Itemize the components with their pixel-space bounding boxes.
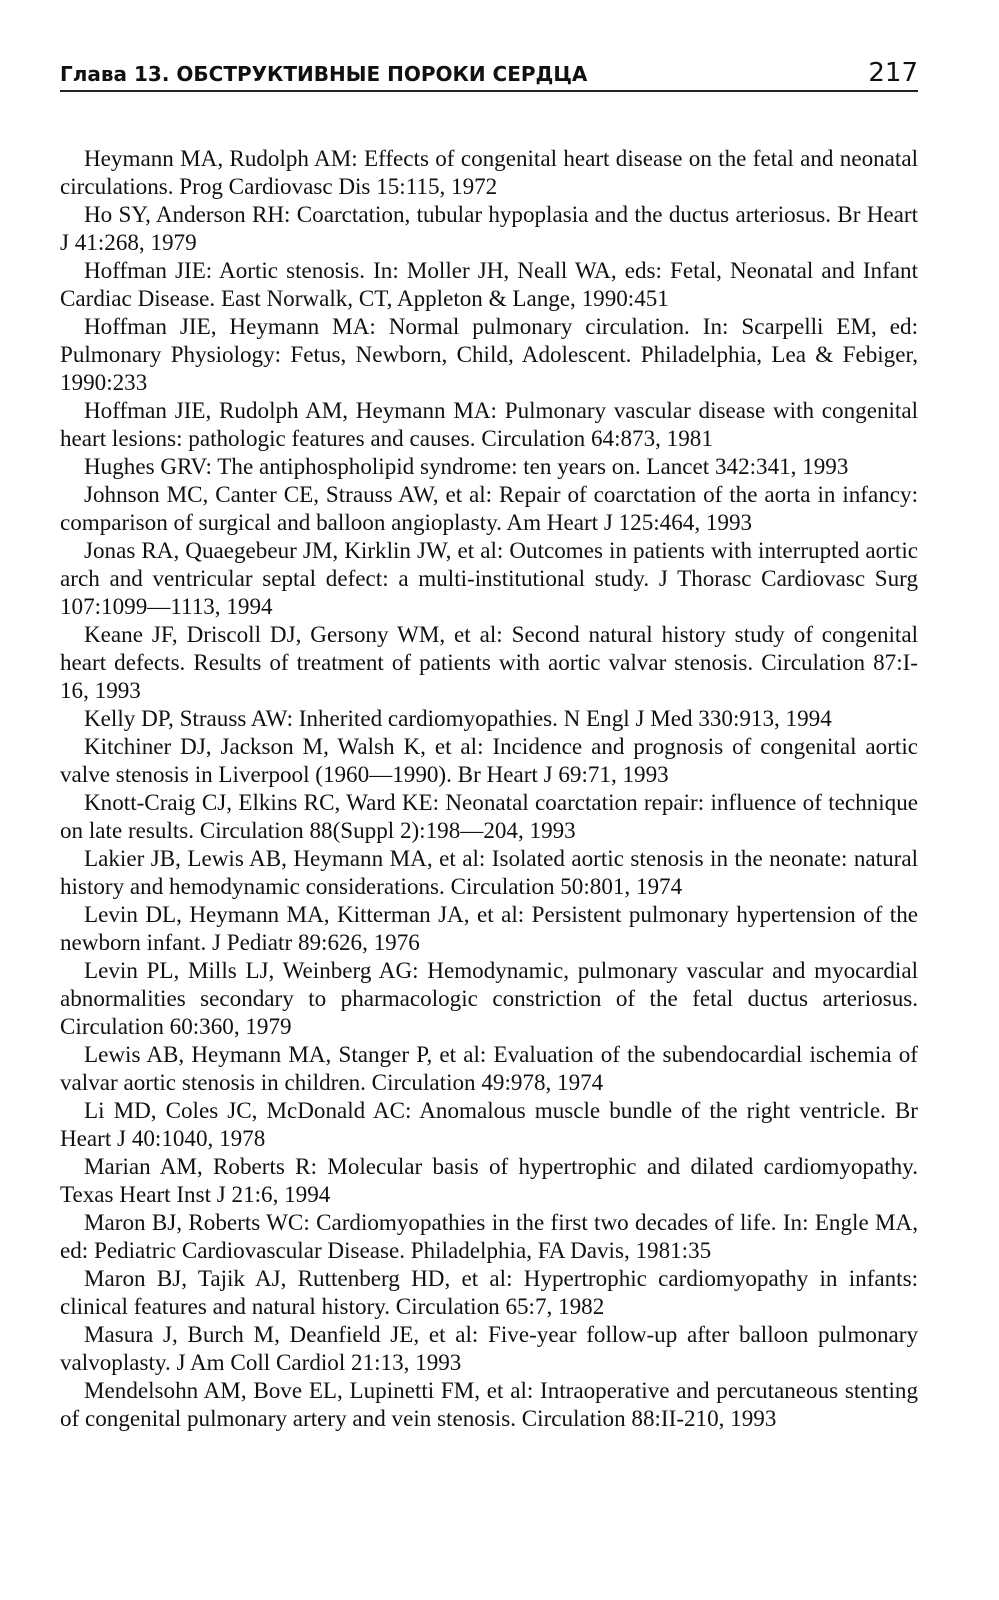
reference-item: Maron BJ, Tajik AJ, Ruttenberg HD, et al: Hypertrophic cardiomyopathy in infants: clinical features and natural history. Circulation 65:7, 1982 [60,1265,918,1319]
reference-item: Hughes GRV: The antiphospholipid syndrome: ten years on. Lancet 342:341, 1993 [84,453,849,479]
reference-item: Hoffman JIE, Heymann MA: Normal pulmonary circulation. In: Scarpelli EM, ed: Pulmonary Physiology: Fetus, Newborn, Child, Adolescent. Philadelphia, Lea & Febiger, 1990:233 [60,313,918,395]
reference-item: Hoffman JIE: Aortic stenosis. In: Moller JH, Neall WA, eds: Fetal, Neonatal and Infant Cardiac Disease. East Norwalk, CT, Appleton & Lange, 1990:451 [60,257,918,311]
reference-item: Ho SY, Anderson RH: Coarctation, tubular hypoplasia and the ductus arteriosus. Br Heart J 41:268, 1979 [60,201,918,255]
reference-item: Keane JF, Driscoll DJ, Gersony WM, et al: Second natural history study of congenital heart defects. Results of treatment of patients with aortic valvar stenosis. Circulation 87:I-16, 1993 [60,621,918,703]
reference-item: Marian AM, Roberts R: Molecular basis of hypertrophic and dilated cardiomyopathy. Texas Heart Inst J 21:6, 1994 [60,1153,918,1207]
reference-item: Kitchiner DJ, Jackson M, Walsh K, et al: Incidence and prognosis of congenital aortic valve stenosis in Liverpool (1960—1990). Br Heart J 69:71, 1993 [60,733,918,787]
running-head [60,40,918,92]
reference-item: Mendelsohn AM, Bove EL, Lupinetti FM, et al: Intraoperative and percutaneous stenting of congenital pulmonary artery and vein stenosis. Circulation 88:II-210, 1993 [60,1377,918,1431]
page-number: 217 [868,58,918,88]
reference-item: Levin PL, Mills LJ, Weinberg AG: Hemodynamic, pulmonary vascular and myocardial abnormalities secondary to pharmacologic constriction of the fetal ductus arteriosus. Circulation 60:360, 1979 [60,957,918,1039]
reference-item: Lewis AB, Heymann MA, Stanger P, et al: Evaluation of the subendocardial ischemia of valvar aortic stenosis in children. Circulation 49:978, 1974 [60,1041,918,1095]
reference-item: Kelly DP, Strauss AW: Inherited cardiomyopathies. N Engl J Med 330:913, 1994 [84,705,832,731]
reference-item: Lakier JB, Lewis AB, Heymann MA, et al: Isolated aortic stenosis in the neonate: natural history and hemodynamic considerations. Circulation 50:801, 1974 [60,845,918,899]
book-page [60,40,918,1570]
reference-item: Masura J, Burch M, Deanfield JE, et al: Five-year follow-up after balloon pulmonary valvoplasty. J Am Coll Cardiol 21:13, 1993 [60,1321,918,1375]
reference-item: Knott-Craig CJ, Elkins RC, Ward KE: Neonatal coarctation repair: influence of technique on late results. Circulation 88(Suppl 2):198—204, 1993 [60,789,918,843]
reference-item: Li MD, Coles JC, McDonald AC: Anomalous muscle bundle of the right ventricle. Br Heart J 40:1040, 1978 [60,1097,918,1151]
reference-item: Johnson MC, Canter CE, Strauss AW, et al: Repair of coarctation of the aorta in infancy: comparison of surgical and balloon angioplasty. Am Heart J 125:464, 1993 [60,481,918,535]
reference-item: Jonas RA, Quaegebeur JM, Kirklin JW, et al: Outcomes in patients with interrupted aortic arch and ventricular septal defect: a multi-institutional study. J Thorasc Cardiovasc Surg 107:1099—1113, 1994 [60,537,918,619]
reference-item: Levin DL, Heymann MA, Kitterman JA, et al: Persistent pulmonary hypertension of the newborn infant. J Pediatr 89:626, 1976 [60,901,918,955]
reference-list [60,144,918,1432]
reference-item: Hoffman JIE, Rudolph AM, Heymann MA: Pulmonary vascular disease with congenital heart lesions: pathologic features and causes. Circulation 64:873, 1981 [60,397,918,451]
reference-item: Maron BJ, Roberts WC: Cardiomyopathies in the first two decades of life. In: Engle MA, ed: Pediatric Cardiovascular Disease. Philadelphia, FA Davis, 1981:35 [60,1209,918,1263]
reference-item: Heymann MA, Rudolph AM: Effects of congenital heart disease on the fetal and neonatal circulations. Prog Cardiovasc Dis 15:115, 1972 [60,145,918,199]
chapter-title: Глава 13. ОБСТРУКТИВНЫЕ ПОРОКИ СЕРДЦА [60,62,588,86]
